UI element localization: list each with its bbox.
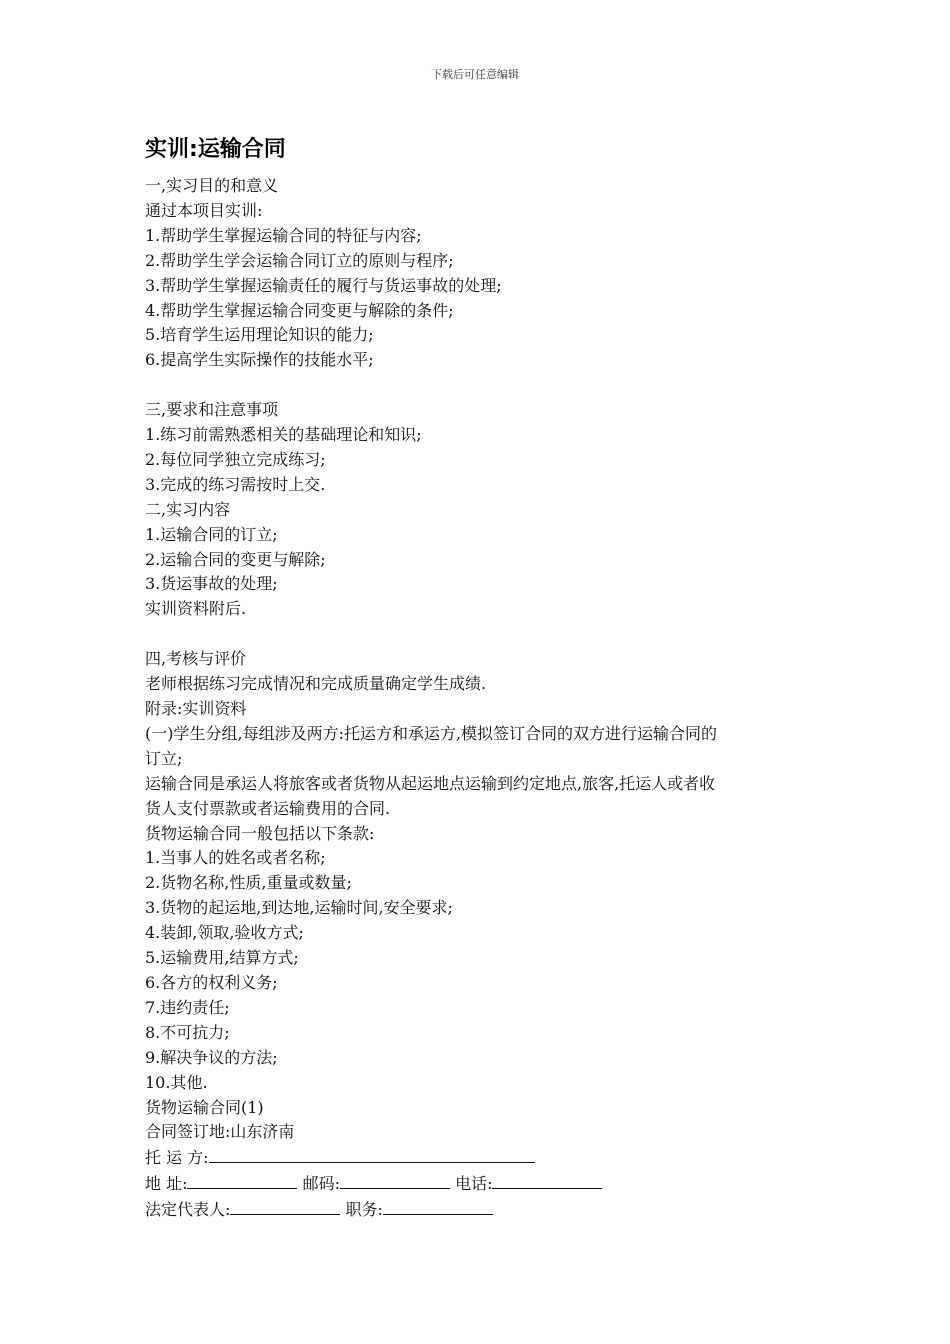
body-line: 2.运输合同的变更与解除; — [145, 549, 326, 569]
phone-blank — [492, 1171, 602, 1189]
body-line: 货物运输合同(1) — [145, 1097, 264, 1117]
shipper-label: 托 运 方: — [145, 1148, 209, 1168]
position-label: 职务: — [345, 1200, 383, 1220]
blank-line — [145, 373, 815, 398]
body-line: 四,考核与评价 — [145, 649, 247, 669]
document-body — [145, 174, 815, 1223]
postcode-label: 邮码: — [302, 1174, 340, 1194]
body-line: 货物运输合同一般包括以下条款: — [145, 823, 375, 843]
body-line: 3.货物的起运地,到达地,运输时间,安全要求; — [145, 898, 453, 918]
body-line: 货人支付票款或者运输费用的合同. — [145, 798, 391, 818]
address-blank — [187, 1171, 297, 1189]
position-blank — [383, 1197, 493, 1215]
blank-line — [145, 622, 815, 647]
body-line: 9.解决争议的方法; — [145, 1047, 278, 1067]
body-line: 4.装卸,领取,验收方式; — [145, 923, 304, 943]
body-line: 5.运输费用,结算方式; — [145, 948, 299, 968]
address-row — [145, 1171, 815, 1197]
body-line: 1.当事人的姓名或者名称; — [145, 848, 326, 868]
body-line: 1.运输合同的订立; — [145, 524, 278, 544]
legal-rep-blank — [230, 1197, 340, 1215]
body-line: 3.货运事故的处理; — [145, 574, 278, 594]
body-line: 7.违约责任; — [145, 997, 230, 1017]
body-line: 6.提高学生实际操作的技能水平; — [145, 350, 374, 370]
body-line: 三,要求和注意事项 — [145, 400, 279, 420]
legal-rep-row — [145, 1197, 815, 1223]
body-line: 实训资料附后. — [145, 599, 247, 619]
body-line: 1.练习前需熟悉相关的基础理论和知识; — [145, 425, 422, 445]
body-line: (一)学生分组,每组涉及两方:托运方和承运方,模拟签订合同的双方进行运输合同的 — [145, 723, 718, 743]
document-title: 实训:运输合同 — [145, 137, 286, 162]
address-label: 地 址: — [145, 1174, 188, 1194]
body-line: 2.货物名称,性质,重量或数量; — [145, 873, 352, 893]
body-line: 运输合同是承运人将旅客或者货物从起运地点运输到约定地点,旅客,托运人或者收 — [145, 773, 716, 793]
body-line: 老师根据练习完成情况和完成质量确定学生成绩. — [145, 674, 487, 694]
body-line: 5.培育学生运用理论知识的能力; — [145, 325, 374, 345]
body-line: 合同签订地:山东济南 — [145, 1122, 295, 1142]
body-line: 6.各方的权利义务; — [145, 972, 278, 992]
body-line: 1.帮助学生掌握运输合同的特征与内容; — [145, 225, 422, 245]
postcode-blank — [340, 1171, 450, 1189]
body-line: 通过本项目实训: — [145, 200, 263, 220]
body-line: 2.每位同学独立完成练习; — [145, 449, 326, 469]
body-line: 二,实习内容 — [145, 499, 231, 519]
header-note: 下载后可任意编辑 — [431, 68, 519, 81]
legal-rep-label: 法定代表人: — [145, 1200, 231, 1220]
shipper-blank — [209, 1145, 535, 1163]
body-line: 3.帮助学生掌握运输责任的履行与货运事故的处理; — [145, 275, 502, 295]
body-line: 4.帮助学生掌握运输合同变更与解除的条件; — [145, 300, 454, 320]
body-line: 8.不可抗力; — [145, 1022, 230, 1042]
body-line: 10.其他. — [145, 1072, 208, 1092]
body-line: 附录:实训资料 — [145, 699, 247, 718]
body-line: 订立; — [145, 748, 183, 768]
body-line: 一,实习目的和意义 — [145, 176, 279, 195]
body-line: 2.帮助学生学会运输合同订立的原则与程序; — [145, 250, 454, 270]
phone-label: 电话: — [455, 1174, 493, 1194]
body-line: 3.完成的练习需按时上交. — [145, 474, 326, 494]
shipper-row — [145, 1145, 815, 1171]
